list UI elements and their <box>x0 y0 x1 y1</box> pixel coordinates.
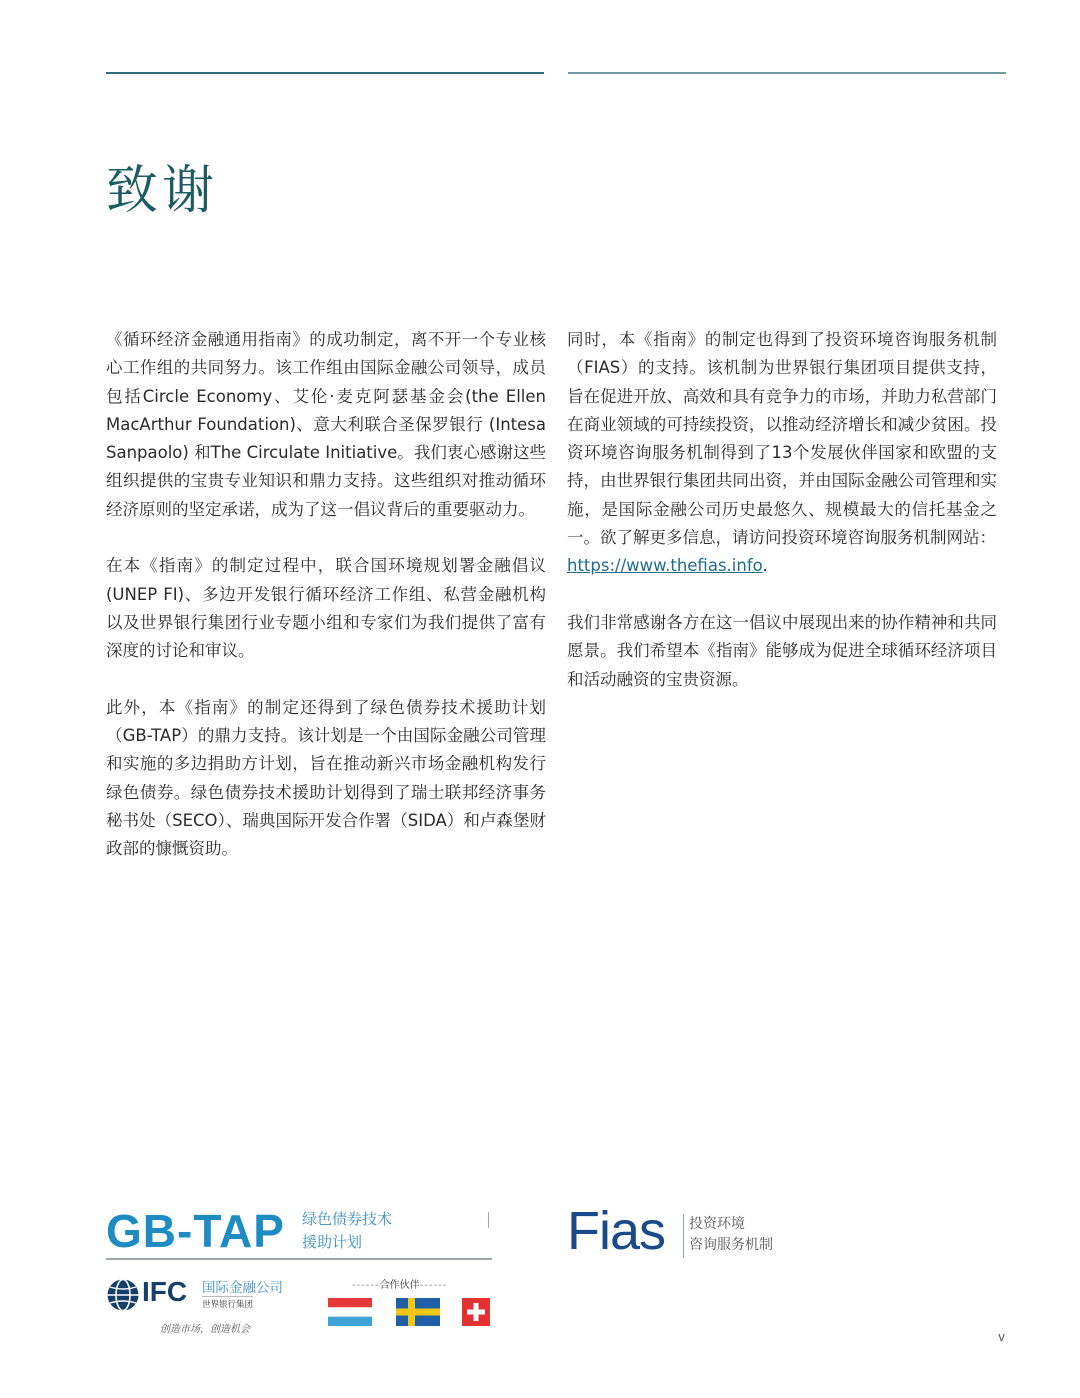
ifc-group-name: 世界银行集团 <box>202 1296 253 1310</box>
gbtap-subtitle-line1: 绿色债券技术 <box>302 1210 393 1228</box>
paragraph-gb-tap: 此外，本《指南》的制定还得到了绿色债券技术援助计划（GB-TAP）的鼎力支持。该计划是一个由国际金融公司管理和实施的多边捐助方计划，旨在推动新兴市场金融机构发行绿色债券。绿色债券技术援助计划得到了瑞士联邦经济事务秘书处（SECO）、瑞典国际开发合作署（SIDA）和卢森堡财政部的慷慨资助。 <box>106 697 546 859</box>
gbtap-subtitle-line2: 援助计划 <box>302 1233 363 1251</box>
partners-label-text: 合作伙伴 <box>379 1280 420 1291</box>
paragraph-core-working-group: 《循环经济金融通用指南》的成功制定，离不开一个专业核心工作组的共同努力。该工作组由国际金融公司领导，成员包括Circle Economy、艾伦·麦克阿瑟基金会(the Ellen MacArthur Foundation)、意大利联合圣保罗银行 (Intesa Sanpaolo) 和The Circulate Initiative。我们衷心感谢这些组织提供的宝贵专业知识和鼎力支持。这些组织对推动循环经济原则的坚定承诺，成为了这一倡议背后的重要驱动力。 <box>106 330 546 519</box>
gbtap-underline <box>106 1258 492 1260</box>
partners-label: ------合作伙伴------ <box>352 1280 448 1291</box>
luxembourg-flag-icon <box>328 1298 372 1326</box>
sweden-flag-icon <box>396 1298 440 1326</box>
fias-divider <box>683 1214 684 1258</box>
fias-subtitle <box>689 1214 773 1256</box>
fias-wordmark: Fias <box>567 1201 666 1261</box>
paragraph-fias <box>567 326 997 581</box>
paragraph-fias-text: 同时，本《指南》的制定也得到了投资环境咨询服务机制（FIAS）的支持。该机制为世界银行集团项目提供支持，旨在促进开放、高效和具有竞争力的市场，并助力私营部门在商业领域的可持续投资，以推动经济增长和减少贫困。投资环境咨询服务机制得到了13个发展伙伴国家和欧盟的支持，由世界银行集团共同出资，并由国际金融公司管理和实施，是国际金融公司历史最悠久、规模最大的信托基金之一。欲了解更多信息，请访问投资环境咨询服务机制网站： <box>567 330 997 548</box>
ifc-letters: IFC <box>142 1276 188 1307</box>
gbtap-logo-block <box>106 1204 492 1334</box>
header-rule-left <box>106 72 544 74</box>
page-number: v <box>998 1330 1006 1344</box>
fias-subtitle-line1: 投资环境 <box>689 1216 745 1232</box>
switzerland-flag-icon <box>462 1298 490 1326</box>
ifc-chinese-name: 国际金融公司 <box>202 1280 283 1296</box>
gbtap-divider <box>488 1212 489 1228</box>
paragraph-unep-fi: 在本《指南》的制定过程中，联合国环境规划署金融倡议 (UNEP FI)、多边开发银行循环经济工作组、私营金融机构以及世界银行集团行业专题小组和专家们为我们提供了富有深度的讨论和审议。 <box>106 556 546 661</box>
gbtap-subtitle <box>302 1208 422 1254</box>
header-rule-right <box>568 72 1006 74</box>
right-column <box>567 326 997 722</box>
link-suffix: . <box>762 556 768 576</box>
page-title: 致谢 <box>106 161 219 221</box>
gbtap-wordmark: GB-TAP <box>106 1205 285 1257</box>
globe-icon <box>106 1278 140 1312</box>
left-column <box>106 326 546 892</box>
ifc-slogan: 创造市场，创造机会 <box>160 1324 250 1335</box>
paragraph-thanks: 我们非常感谢各方在这一倡议中展现出来的协作精神和共同愿景。我们希望本《指南》能够成为促进全球循环经济项目和活动融资的宝贵资源。 <box>567 612 997 689</box>
fias-website-link[interactable]: https://www.thefias.info <box>567 556 763 576</box>
fias-subtitle-line2: 咨询服务机制 <box>689 1237 773 1253</box>
